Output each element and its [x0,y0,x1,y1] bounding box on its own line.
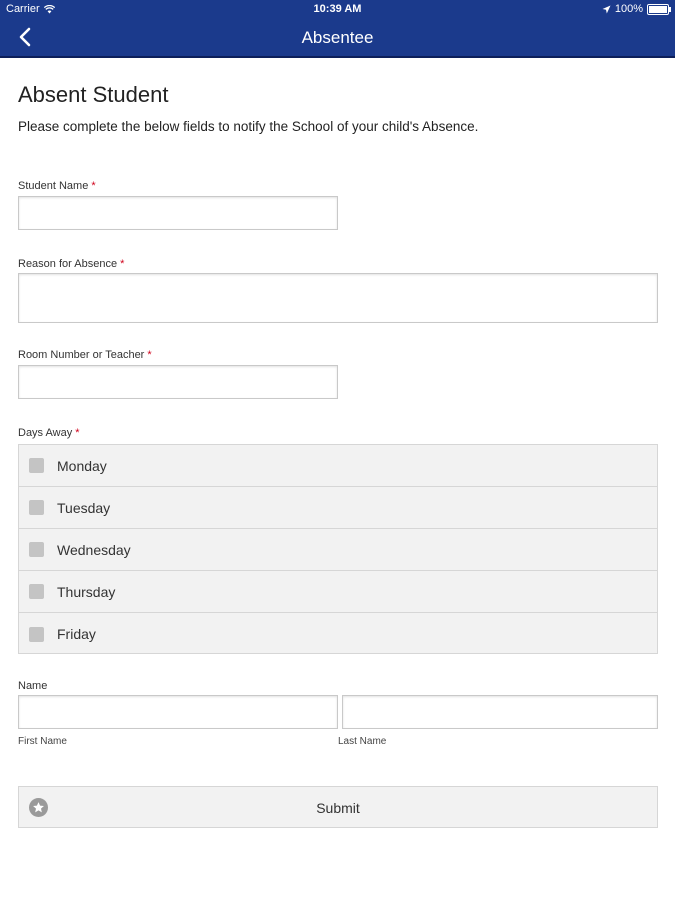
room-label [18,349,152,361]
days-away-label-text: Days Away [18,427,73,439]
form-description: Please complete the below fields to notify the School of your child's Absence. [18,119,479,134]
day-option-monday[interactable] [19,445,657,487]
day-label: Monday [57,457,107,474]
required-asterisk: * [120,258,125,270]
name-label: Name [18,680,48,692]
required-asterisk: * [91,180,96,192]
reason-textarea[interactable] [18,273,658,323]
student-name-input[interactable] [18,196,338,230]
day-label: Thursday [57,583,116,600]
day-option-wednesday[interactable] [19,529,657,571]
day-label: Wednesday [57,541,131,558]
status-bar [0,0,675,18]
room-label-text: Room Number or Teacher [18,349,145,361]
checkbox[interactable] [29,627,44,642]
student-name-label-text: Student Name [18,180,89,192]
page-title: Absent Student [18,82,169,107]
last-name-input[interactable] [342,695,658,729]
required-asterisk: * [147,349,152,361]
nav-bar [0,18,675,58]
last-name-sublabel: Last Name [338,736,387,747]
day-option-friday[interactable] [19,613,657,655]
checkbox[interactable] [29,542,44,557]
submit-label: Submit [316,800,360,816]
room-input[interactable] [18,365,338,399]
reason-label-text: Reason for Absence [18,258,118,270]
location-arrow-icon [602,5,611,14]
first-name-sublabel: First Name [18,736,67,747]
carrier-label: Carrier [6,3,40,15]
nav-title: Absentee [301,28,374,47]
checkbox[interactable] [29,500,44,515]
day-option-thursday[interactable] [19,571,657,613]
reason-label [18,258,124,270]
day-option-tuesday[interactable] [19,487,657,529]
day-label: Tuesday [57,499,111,516]
days-away-label [18,427,80,439]
submit-button[interactable] [18,786,658,828]
day-label: Friday [57,626,96,642]
student-name-label [18,180,96,192]
first-name-input[interactable] [18,695,338,729]
status-right [602,3,669,15]
days-away-list [18,444,658,654]
required-asterisk: * [75,427,80,439]
battery-icon [647,4,669,15]
status-time: 10:39 AM [313,3,362,15]
checkbox[interactable] [29,584,44,599]
battery-percent: 100% [614,3,643,15]
checkbox[interactable] [29,458,44,473]
